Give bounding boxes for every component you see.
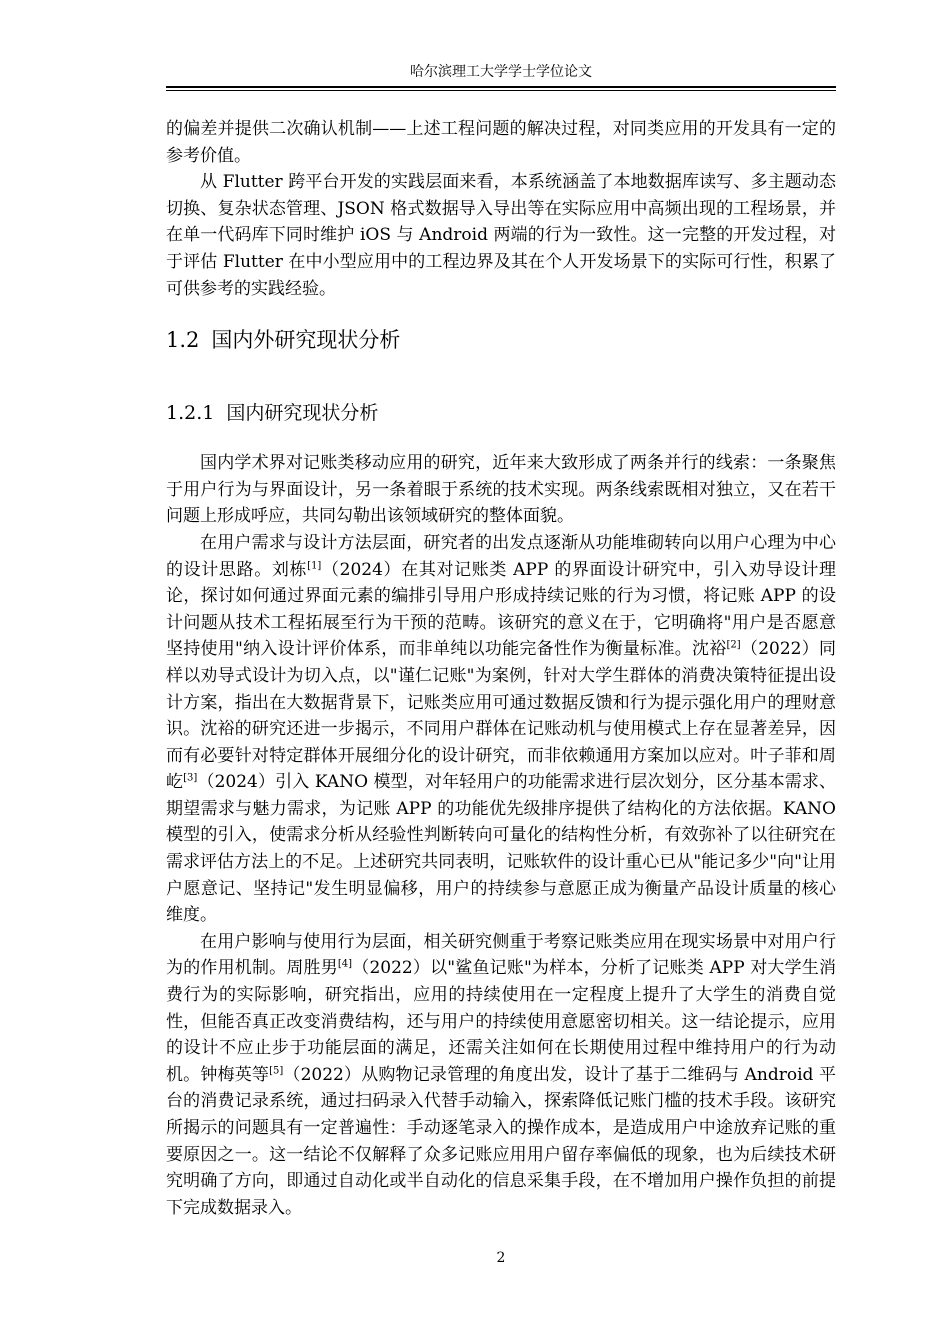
header-rule-thick [166,86,836,88]
text-span: （2024）引入 KANO 模型，对年轻用户的功能需求进行层次划分，区分基本需求、期望需求与魅力需求，为记账 APP 的功能优先级排序提供了结构化的方法依据。KANO 模型的引入，使需求分析从经验性判断转向可量化的结构性分析，有效弥补了以往研究在需求评估方法上的不足。上述研究共同表明，记账软件的设计重心已从"能记多少"向"让用户愿意记、坚持记"发生明显偏移，用户的持续参与意愿正成为衡量产品设计质量的核心维度。 [166,772,837,926]
citation-ref: [3] [183,772,198,784]
running-header: 哈尔滨理工大学学士学位论文 [410,64,592,80]
header-rule-thin [166,90,836,91]
paragraph-flutter-practice: 从 Flutter 跨平台开发的实践层面来看，本系统涵盖了本地数据库读写、多主题动态切换、复杂状态管理、JSON 格式数据导入导出等在实际应用中高频出现的工程场景，并在单一代码库下同时维护 iOS 与 Android 两端的行为一致性。这一完整的开发过程，对于评估 Flutter 在中小型应用中的工程边界及其在个人开发场景下的实际可行性，积累了可供参考的实践经验。 [166,172,836,299]
page-number: 2 [496,1250,506,1266]
citation-ref: [1] [307,559,322,571]
paragraph-user-behavior [166,929,836,1222]
paragraph-design-methods [166,530,836,929]
subsection-heading [166,400,836,426]
text-span: 在用户影响与使用行为层面，相关研究侧重于考察记账类应用在现实场景中对用户行为的作用机制。周胜男 [166,931,836,979]
section-number: 1.2 [166,328,200,353]
paragraph-overview: 国内学术界对记账类移动应用的研究，近年来大致形成了两条并行的线索：一条聚焦于用户行为与界面设计，另一条着眼于系统的技术实现。两条线索既相对独立，又在若干问题上形成呼应，共同勾勒出该领域研究的整体面貌。 [166,453,836,527]
text-span: （2022）以"鲨鱼记账"为样本，分析了记账类 APP 对大学生消费行为的实际影响，研究指出，应用的持续使用在一定程度上提升了大学生的消费自觉性，但能否真正改变消费结构，还与用户的持续使用意愿密切相关。这一结论提示，应用的设计不应止步于功能层面的满足，还需关注如何在长期使用过程中维持用户的行为动机。钟梅英等 [166,958,836,1085]
citation-ref: [5] [269,1065,284,1077]
page-body [166,116,836,1221]
section-title: 国内外研究现状分析 [211,328,401,353]
section-heading [166,326,836,354]
text-span: （2022）同样以劝导式设计为切入点，以"谨仁记账"为案例，针对大学生群体的消费决策特征提出设计方案，指出在大数据背景下，记账类应用可通过数据反馈和行为提示强化用户的理财意识。沈裕的研究还进一步揭示，不同用户群体在记账动机与使用模式上存在显著差异，因而有必要针对特定群体开展细分化的设计研究，而非依赖通用方案加以应对。叶子菲和周屹 [166,639,836,793]
subsection-number: 1.2.1 [166,402,215,425]
text-span: （2022）从购物记录管理的角度出发，设计了基于二维码与 Android 平台的消费记录系统，通过扫码录入代替手动输入，探索降低记账门槛的技术手段。该研究所揭示的问题具有一定普遍性：手动逐笔录入的操作成本，是造成用户中途放弃记账的重要原因之一。这一结论不仅解释了众多记账应用用户留存率偏低的现象，也为后续技术研究明确了方向，即通过自动化或半自动化的信息采集手段，在不增加用户操作负担的前提下完成数据录入。 [166,1064,837,1218]
text-span: 在用户需求与设计方法层面，研究者的出发点逐渐从功能堆砌转向以用户心理为中心的设计思路。刘栋 [166,532,836,580]
subsection-title: 国内研究现状分析 [226,402,379,425]
citation-ref: [2] [726,639,741,651]
text-span: （2024）在其对记账类 APP 的界面设计研究中，引入劝导设计理论，探讨如何通过界面元素的编排引导用户形成持续记账的行为习惯，将记账 APP 的设计问题从技术工程拓展至行为干预的范畴。该研究的意义在于，它明确将"用户是否愿意坚持使用"纳入设计评价体系，而非单纯以功能完备性作为衡量标准。沈裕 [166,559,836,660]
citation-ref: [4] [337,958,353,970]
paragraph-continuation: 的偏差并提供二次确认机制——上述工程问题的解决过程，对同类应用的开发具有一定的参考价值。 [166,119,836,166]
